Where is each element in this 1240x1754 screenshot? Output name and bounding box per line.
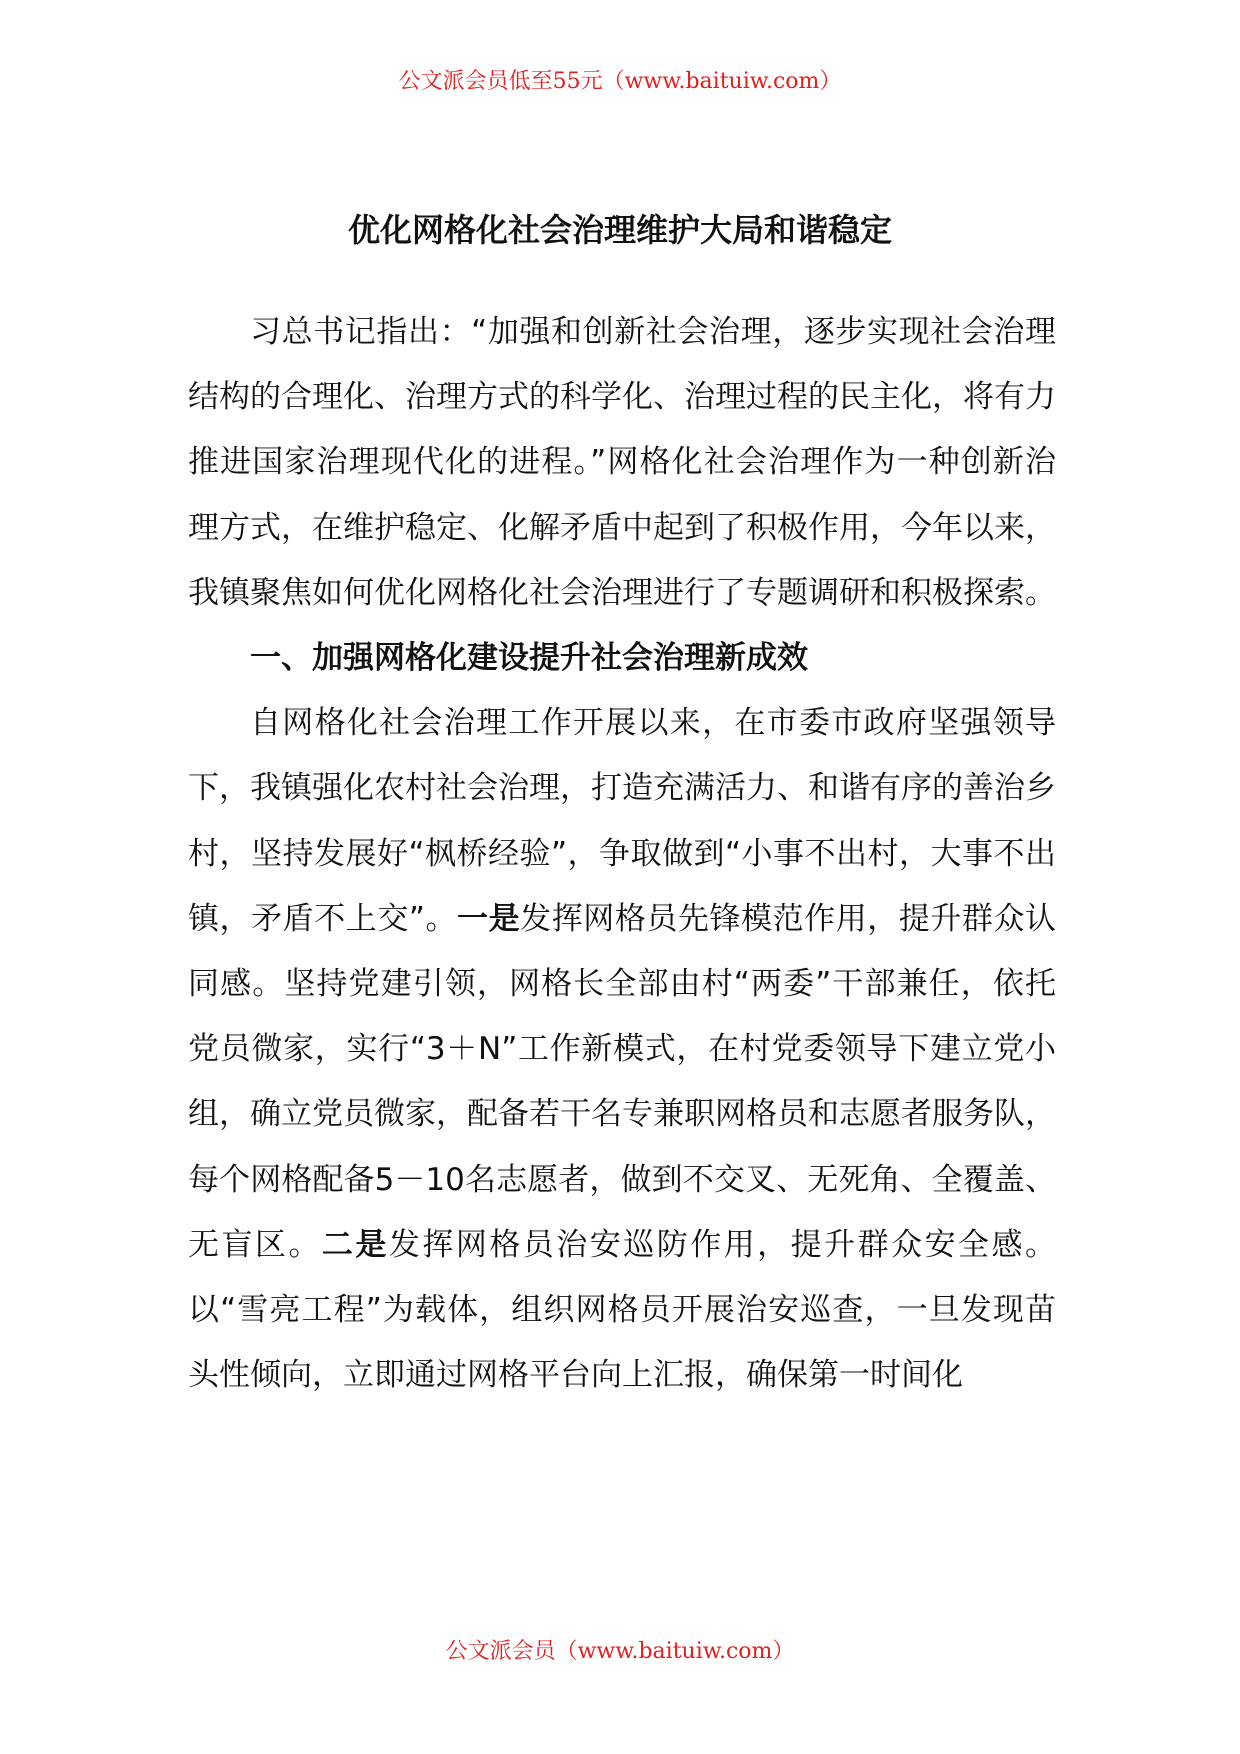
section-paragraph: [188, 691, 1056, 1408]
intro-paragraph: 习总书记指出：“加强和创新社会治理，逐步实现社会治理结构的合理化、治理方式的科学化、治理过程的民主化，将有力推进国家治理现代化的进程。”网格化社会治理作为一种创新治理方式，在维护稳定、化解矛盾中起到了积极作用，今年以来，我镇聚焦如何优化网格化社会治理进行了专题调研和积极探索。: [188, 314, 1056, 611]
document-title: 优化网格化社会治理维护大局和谐稳定: [347, 211, 892, 249]
point-label-1: 一是: [457, 900, 521, 937]
header-watermark-note: 公文派会员低至55元（www.baituiw.com）: [398, 69, 842, 94]
point-text-1: 发挥网格员先锋模范作用，提升群众认同感。坚持党建引领，网格长全部由村“两委”干部兼任，依托党员微家，实行“3＋N”工作新模式，在村党委领导下建立党小组，确立党员微家，配备若干名专兼职网格员和志愿者服务队，每个网格配备5－10名志愿者，做到不交叉、无死角、全覆盖、无盲区。: [188, 900, 1057, 1263]
point-text-2: 发挥网格员治安巡防作用，提升群众安全感。以“雪亮工程”为载体，组织网格员开展治安巡查，一旦发现苗头性倾向，立即通过网格平台向上汇报，确保第一时间化: [188, 1226, 1057, 1394]
footer-watermark-note: 公文派会员（www.baituiw.com）: [445, 1639, 795, 1664]
document-body: [188, 300, 1056, 1408]
point-label-2: 二是: [321, 1226, 389, 1263]
paragraph-lead: 自网格化社会治理工作开展以来，在市委市政府坚强领导下，我镇强化农村社会治理，打造充满活力、和谐有序的善治乡村，坚持发展好“枫桥经验”，争取做到“小事不出村，大事不出镇，矛盾不上交”。: [188, 705, 1056, 937]
section-heading: 一、加强网格化建设提升社会治理新成效: [250, 640, 808, 677]
